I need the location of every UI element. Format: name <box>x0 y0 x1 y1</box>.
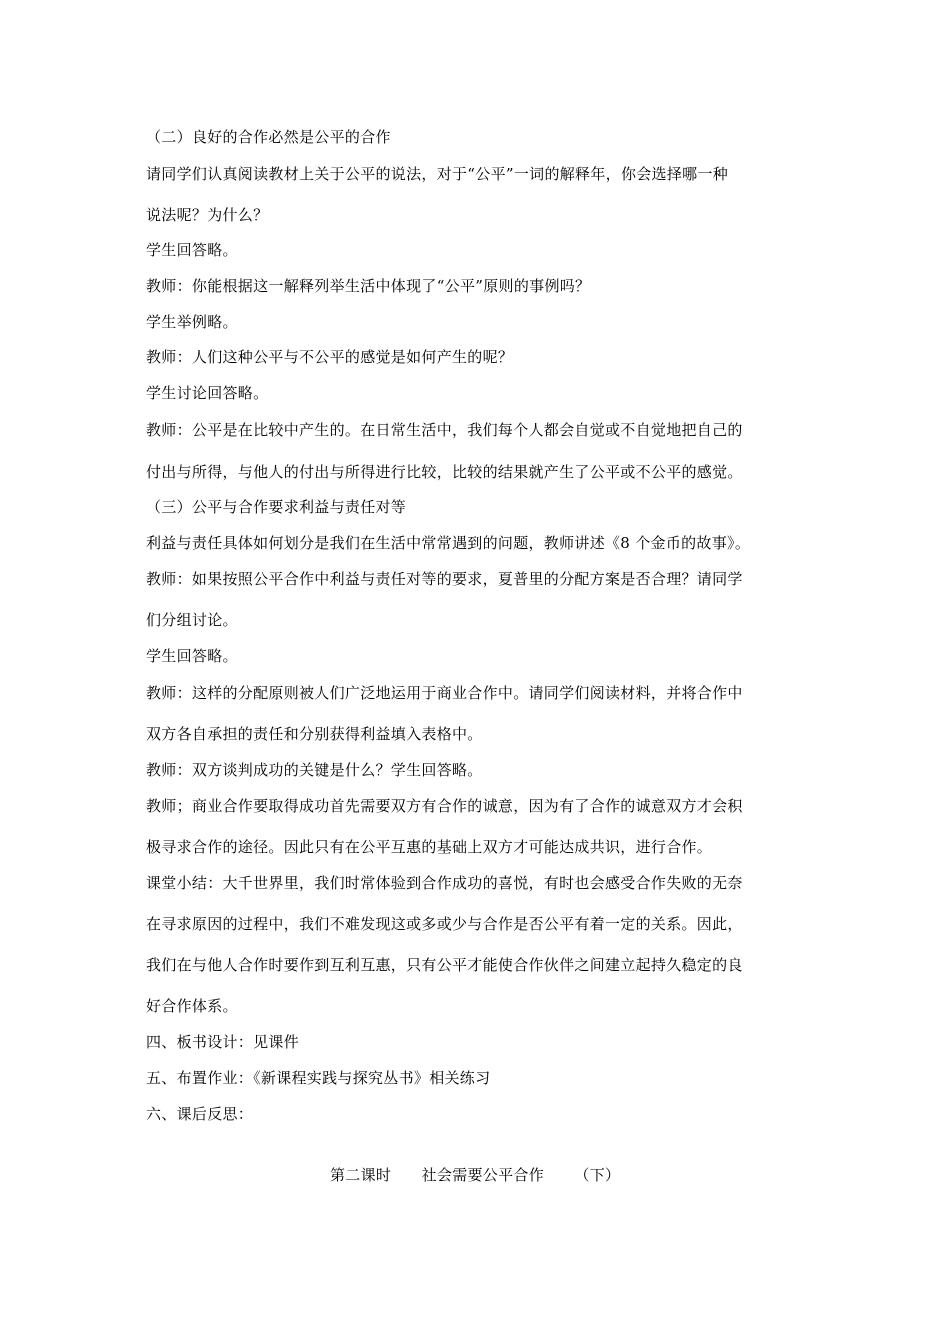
paragraph-line: 付出与所得，与他人的付出与所得进行比较，比较的结果就产生了公平或不公平的感觉。 <box>146 463 743 481</box>
paragraph-line: 课堂小结：大千世界里，我们时常体验到合作成功的喜悦，有时也会感受合作失败的无奈 <box>146 874 743 892</box>
paragraph-line: 学生回答略。 <box>146 647 238 665</box>
paragraph-line: 教师；商业合作要取得成功首先需要双方有合作的诚意，因为有了合作的诚意双方才会积 <box>146 797 743 815</box>
section-title: 第二课时 社会需要公平合作 （下） <box>330 1166 621 1184</box>
paragraph-line: 在寻求原因的过程中，我们不难发现这或多或少与合作是否公平有着一定的关系。因此， <box>146 915 743 933</box>
paragraph-line: 请同学们认真阅读教材上关于公平的说法，对于“公平”一词的解释年，你会选择哪一种 <box>146 165 729 183</box>
heading-section-2: （二）良好的合作必然是公平的合作 <box>146 128 391 146</box>
paragraph-line: 教师：公平是在比较中产生的。在日常生活中，我们每个人都会自觉或不自觉地把自己的 <box>146 421 743 439</box>
paragraph-line: 们分组讨论。 <box>146 611 238 629</box>
heading-section-3: （三）公平与合作要求利益与责任对等 <box>146 498 407 516</box>
paragraph-line: 说法呢？为什么？ <box>146 206 269 224</box>
paragraph-line: 利益与责任具体如何划分是我们在生活中常常遇到的问题，教师讲述《8 个金币的故事》。 <box>146 534 751 552</box>
paragraph-line: 教师：双方谈判成功的关键是什么？学生回答略。 <box>146 761 483 779</box>
paragraph-line: 双方各自承担的责任和分别获得利益填入表格中。 <box>146 725 483 743</box>
paragraph-line: 教师：如果按照公平合作中利益与责任对等的要求，夏普里的分配方案是否合理？请同学 <box>146 570 743 588</box>
list-item: 四、板书设计：见课件 <box>146 1033 300 1051</box>
paragraph-line: 学生举例略。 <box>146 313 238 331</box>
paragraph-line: 我们在与他人合作时要作到互利互惠，只有公平才能使合作伙伴之间建立起持久稳定的良 <box>146 956 743 974</box>
list-item: 六、课后反思： <box>146 1105 254 1123</box>
paragraph-line: 教师：人们这种公平与不公平的感觉是如何产生的呢？ <box>146 348 514 366</box>
paragraph-line: 学生讨论回答略。 <box>146 384 269 402</box>
paragraph-line: 极寻求合作的途径。因此只有在公平互惠的基础上双方才可能达成共识，进行合作。 <box>146 838 713 856</box>
paragraph-line: 教师：这样的分配原则被人们广泛地运用于商业合作中。请同学们阅读材料，并将合作中 <box>146 684 743 702</box>
paragraph-line: 学生回答略。 <box>146 241 238 259</box>
list-item: 五、布置作业：《新课程实践与探究丛书》相关练习 <box>146 1069 491 1087</box>
paragraph-line: 好合作体系。 <box>146 997 238 1015</box>
paragraph-line: 教师：你能根据这一解释列举生活中体现了“公平”原则的事例吗？ <box>146 277 591 295</box>
